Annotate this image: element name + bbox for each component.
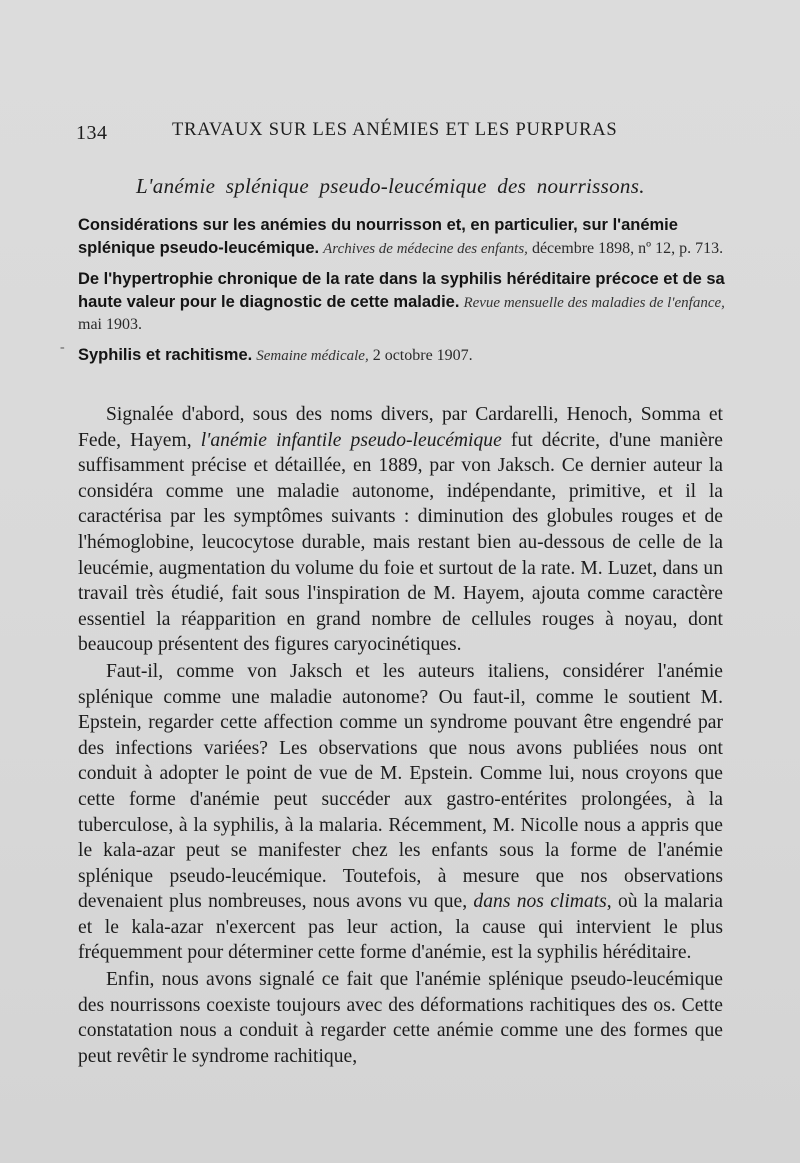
- paragraph-text: Signalée d'abord, sous des noms divers, par Cardarelli, Henoch, Somma et Fede, Hayem,: [78, 404, 723, 451]
- reference-detail: 2 octobre 1907.: [372, 347, 473, 364]
- paragraph-text: , où la malaria et le kala-azar n'exercent pas leur action, la cause qui intervient le plus fréquemment pour déterminer cette forme d'anémie, est la syphilis héréditaire.: [78, 891, 723, 964]
- italic-term: l'anémie infantile pseudo-leucémique: [200, 429, 502, 451]
- margin-mark: -: [60, 340, 65, 355]
- reference-detail: mai 1903.: [78, 316, 142, 333]
- body-text: [78, 402, 723, 1069]
- running-head: [76, 118, 726, 146]
- reference-title: De l'hypertrophie chronique de la rate dans la syphilis héréditaire précoce et de sa haute valeur pour le diagnostic de cette maladie.: [78, 270, 725, 311]
- reference-source: Revue mensuelle des maladies de l'enfance,: [463, 295, 725, 311]
- reference-source: Archives de médecine des enfants,: [323, 241, 528, 257]
- paragraph: [78, 402, 723, 658]
- page-number: 134: [76, 122, 108, 144]
- running-title: TRAVAUX SUR LES ANÉMIES ET LES PURPURAS: [172, 120, 618, 140]
- paragraph-text: Faut-il, comme von Jaksch et les auteurs italiens, considérer l'anémie splénique comme une maladie autonome? Ou faut-il, comme le soutient M. Epstein, regarder cette affection comme un syndrome pouvant être engendré par des infections variées? Les observations que nous avons publiées nous ont conduit à adopter le point de vue de M. Epstein. Comme lui, nous croyons que cette forme d'anémie peut succéder aux gastro-entérites prolongées, à la tuberculose, à la syphilis, à la malaria. Récemment, M. Nicolle nous a appris que le kala-azar peut se manifester chez les enfants sous la forme de l'anémie splénique pseudo-leucémique. Toutefois, à mesure que nos observations devenaient plus nombreuses, nous avons vu que,: [78, 660, 723, 913]
- italic-term: dans nos climats: [473, 891, 607, 913]
- reference-source: Semaine médicale,: [256, 348, 369, 364]
- paragraph-text: Enfin, nous avons signalé ce fait que l'anémie splénique pseudo-leucémique des nourrissons coexiste toujours avec des déformations rachitiques des os. Cette constatation nous a conduit à regarder cette anémie comme une des formes que peut revêtir le syndrome rachitique,: [78, 969, 723, 1067]
- reference-item: [78, 344, 726, 367]
- bibliography-list: [78, 214, 726, 375]
- reference-item: [78, 214, 726, 260]
- paragraph: [78, 659, 723, 966]
- paragraph-text: fut décrite, d'une manière suffisamment précise et détaillée, en 1889, par von Jaksch. Ce dernier auteur la considéra comme une maladie autonome, indépendante, primitive, et il la caractérisa par les symptômes suivants : diminution des globules rouges et de l'hémoglobine, leucocytose durable, mais restant bien au-dessous de celle de la leucémie, augmentation du volume du foie et surtout de la rate. M. Luzet, dans un travail très étudié, fait sous l'inspiration de M. Hayem, ajouta comme caractère essentiel la réapparition en grand nombre de cellules rouges à noyau, dont beaucoup présentent des figures caryocinétiques.: [78, 429, 723, 656]
- section-title: L'anémie splénique pseudo-leucémique des nourrissons.: [136, 174, 645, 198]
- reference-item: [78, 268, 726, 336]
- reference-title: Considérations sur les anémies du nourrisson et, en particulier, sur l'anémie splénique pseudo-leucémique.: [78, 216, 678, 257]
- reference-title: Syphilis et rachitisme.: [78, 346, 253, 364]
- paragraph: [78, 967, 723, 1069]
- reference-detail: décembre 1898, nº 12, p. 713.: [531, 240, 724, 257]
